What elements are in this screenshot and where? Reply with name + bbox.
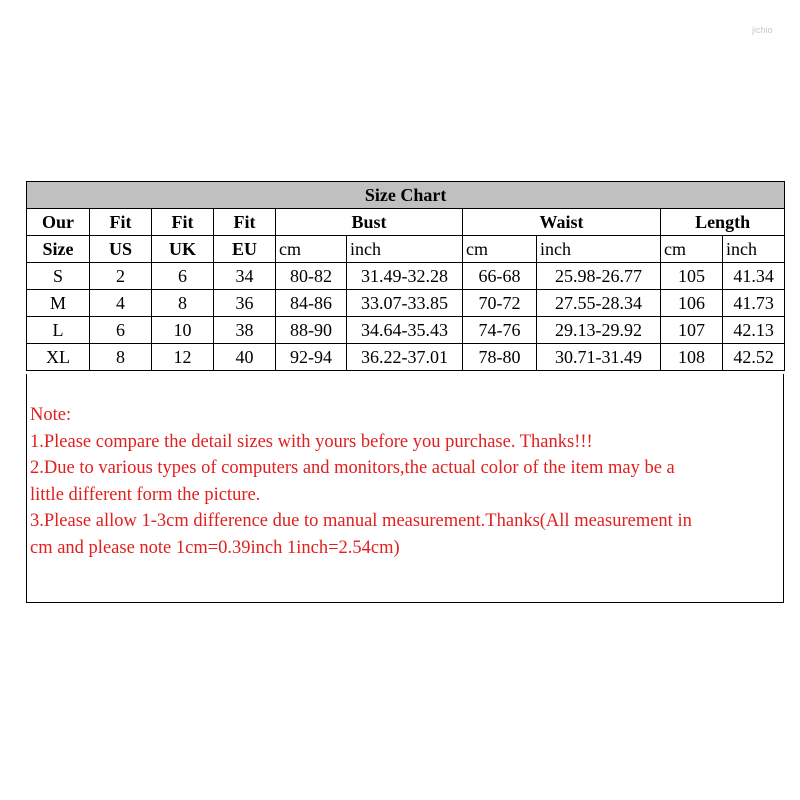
note-line-2: 2.Due to various types of computers and monitors,the actual color of the item may be a — [30, 458, 675, 478]
note-line-3: 3.Please allow 1-3cm difference due to manual measurement.Thanks(All measurement in — [30, 511, 692, 531]
cell-waist-inch: 27.55-28.34 — [537, 290, 661, 317]
table-row — [27, 263, 785, 290]
unit-waist-inch: inch — [537, 236, 661, 263]
cell-waist-inch: 25.98-26.77 — [537, 263, 661, 290]
cell-us: 2 — [90, 263, 152, 290]
table-row — [27, 317, 785, 344]
table-row — [27, 290, 785, 317]
note-line-2-cont: little different form the picture. — [30, 484, 261, 505]
cell-waist-cm: 78-80 — [463, 344, 537, 371]
cell-size: L — [27, 317, 90, 344]
unit-bust-cm: cm — [276, 236, 347, 263]
cell-waist-cm: 70-72 — [463, 290, 537, 317]
header-fit-us-line1: Fit — [90, 209, 152, 236]
chart-title: Size Chart — [27, 182, 785, 209]
watermark-text: jichio — [752, 25, 773, 35]
cell-bust-cm: 92-94 — [276, 344, 347, 371]
cell-bust-cm: 80-82 — [276, 263, 347, 290]
cell-uk: 6 — [152, 263, 214, 290]
header-our-size-line1: Our — [27, 209, 90, 236]
cell-bust-inch: 33.07-33.85 — [347, 290, 463, 317]
header-length: Length — [661, 209, 785, 236]
cell-bust-inch: 36.22-37.01 — [347, 344, 463, 371]
cell-bust-cm: 88-90 — [276, 317, 347, 344]
cell-size: M — [27, 290, 90, 317]
cell-bust-inch: 31.49-32.28 — [347, 263, 463, 290]
cell-length-inch: 41.34 — [723, 263, 785, 290]
note-line-1: 1.Please compare the detail sizes with yours before you purchase. Thanks!!! — [30, 431, 593, 452]
cell-waist-inch: 29.13-29.92 — [537, 317, 661, 344]
size-chart-table — [26, 181, 785, 371]
cell-length-cm: 107 — [661, 317, 723, 344]
cell-us: 4 — [90, 290, 152, 317]
cell-uk: 10 — [152, 317, 214, 344]
cell-waist-cm: 66-68 — [463, 263, 537, 290]
cell-eu: 36 — [214, 290, 276, 317]
cell-bust-inch: 34.64-35.43 — [347, 317, 463, 344]
cell-uk: 8 — [152, 290, 214, 317]
note-line-3-cont: cm and please note 1cm=0.39inch 1inch=2.54cm) — [30, 537, 400, 558]
cell-size: XL — [27, 344, 90, 371]
note-heading: Note: — [30, 405, 72, 425]
header-waist: Waist — [463, 209, 661, 236]
cell-size: S — [27, 263, 90, 290]
header-our-size-line2: Size — [27, 236, 90, 263]
cell-length-inch: 42.13 — [723, 317, 785, 344]
cell-waist-inch: 30.71-31.49 — [537, 344, 661, 371]
header-fit-eu-line1: Fit — [214, 209, 276, 236]
cell-us: 6 — [90, 317, 152, 344]
unit-length-inch: inch — [723, 236, 785, 263]
cell-eu: 40 — [214, 344, 276, 371]
unit-waist-cm: cm — [463, 236, 537, 263]
table-row — [27, 344, 785, 371]
unit-length-cm: cm — [661, 236, 723, 263]
cell-uk: 12 — [152, 344, 214, 371]
cell-length-inch: 42.52 — [723, 344, 785, 371]
header-fit-us-line2: US — [90, 236, 152, 263]
cell-length-cm: 108 — [661, 344, 723, 371]
notes-section — [26, 402, 784, 602]
size-chart — [26, 181, 784, 371]
header-bust: Bust — [276, 209, 463, 236]
header-fit-eu-line2: EU — [214, 236, 276, 263]
cell-bust-cm: 84-86 — [276, 290, 347, 317]
cell-eu: 34 — [214, 263, 276, 290]
cell-length-cm: 106 — [661, 290, 723, 317]
cell-length-cm: 105 — [661, 263, 723, 290]
cell-length-inch: 41.73 — [723, 290, 785, 317]
cell-waist-cm: 74-76 — [463, 317, 537, 344]
header-fit-uk-line1: Fit — [152, 209, 214, 236]
cell-us: 8 — [90, 344, 152, 371]
unit-bust-inch: inch — [347, 236, 463, 263]
header-fit-uk-line2: UK — [152, 236, 214, 263]
cell-eu: 38 — [214, 317, 276, 344]
